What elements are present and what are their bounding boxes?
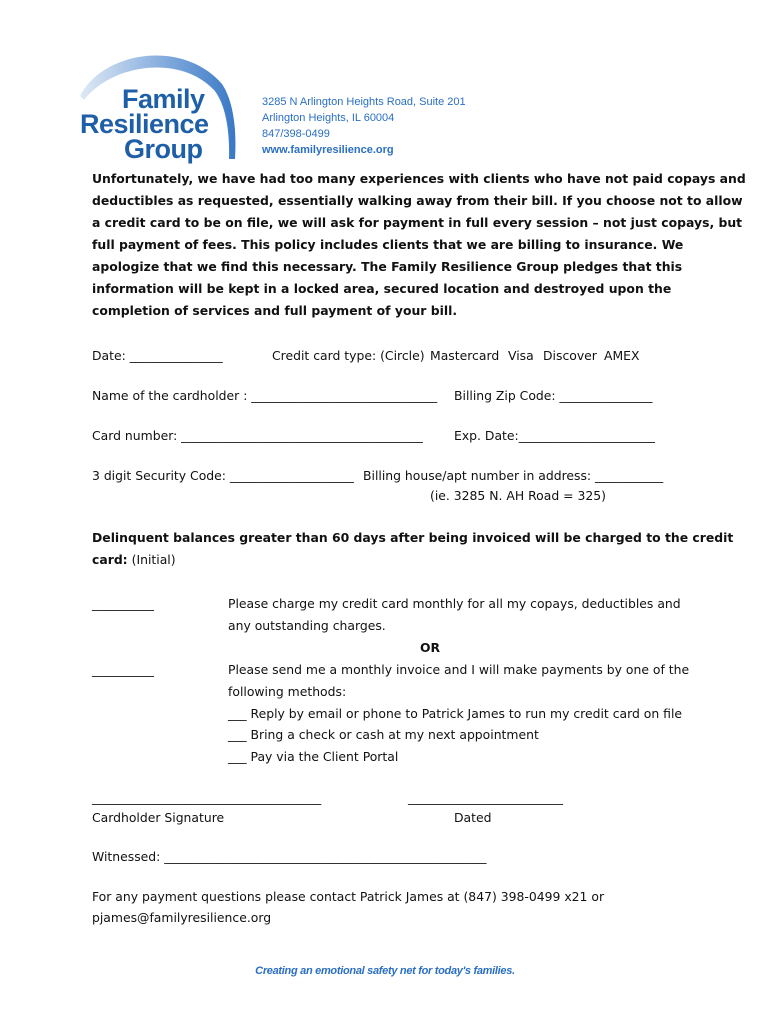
initial-blank-option2[interactable]: __________ [92,662,154,677]
address-street: 3285 N Arlington Heights Road, Suite 201 [262,96,466,108]
initial-label: (Initial) [131,552,176,567]
card-type-label: Credit card type: (Circle) [272,348,425,363]
contact-email: pjames@familyresilience.org [92,910,272,925]
policy-line: deductibles as requested, essentially walking away from their bill. If you choose not to allow [92,193,743,208]
policy-paragraph [92,168,746,322]
billing-house-example: (ie. 3285 N. AH Road = 325) [430,488,606,503]
logo-text-group: Group [124,134,203,164]
or-separator: OR [420,640,441,655]
card-type-discover[interactable]: Discover [543,348,597,363]
card-type-mastercard[interactable]: Mastercard [430,348,500,363]
option2-text: Please send me a monthly invoice and I will make payments by one of the [228,662,690,677]
address-phone: 847/398-0499 [262,128,330,140]
delinquent-card-label: card: [92,552,128,567]
exp-date-field[interactable]: Exp. Date:______________________ [454,428,655,443]
signature-line[interactable]: _____________________________________ [92,790,322,805]
logo-text-family: Family [122,84,205,114]
policy-line: Unfortunately, we have had too many experiences with clients who have not paid copays and [92,171,746,186]
billing-zip-field[interactable]: Billing Zip Code: _______________ [454,388,653,403]
logo-text-resilience: Resilience [80,109,209,139]
option1-text: Please charge my credit card monthly for all my copays, deductibles and [228,596,681,611]
billing-house-field[interactable]: Billing house/apt number in address: ___________ [363,468,664,483]
policy-line: full payment of fees. This policy includes clients that we are billing to insurance. We [92,237,684,252]
initial-blank-option1[interactable]: __________ [92,596,154,611]
card-number-field[interactable]: Card number: _______________________________________ [92,428,423,443]
payment-method-portal[interactable]: ___ Pay via the Client Portal [228,749,399,764]
policy-line: completion of services and full payment of your bill. [92,303,458,318]
witnessed-field[interactable]: Witnessed: ____________________________________________________ [92,849,487,864]
option1-text-cont: any outstanding charges. [228,618,386,633]
date-signed-line[interactable]: _________________________ [408,790,563,805]
option2-text-cont: following methods: [228,684,347,699]
dated-label: Dated [454,810,492,825]
date-field[interactable]: Date: _______________ [92,348,223,363]
footer-tagline: Creating an emotional safety net for today's families. [255,965,515,977]
contact-text: For any payment questions please contact Patrick James at (847) 398-0499 x21 or [92,889,605,904]
payment-method-email[interactable]: ___ Reply by email or phone to Patrick James to run my credit card on file [228,706,683,721]
payment-method-check[interactable]: ___ Bring a check or cash at my next appointment [228,727,539,742]
policy-line: apologize that we find this necessary. The Family Resilience Group pledges that this [92,259,683,274]
signature-label: Cardholder Signature [92,810,225,825]
delinquent-heading: Delinquent balances greater than 60 days after being invoiced will be charged to the credit [92,530,734,545]
card-type-visa[interactable]: Visa [508,348,534,363]
card-type-amex[interactable]: AMEX [604,348,640,363]
cardholder-name-field[interactable]: Name of the cardholder : ______________________________ [92,388,438,403]
policy-line: information will be kept in a locked area, secured location and destroyed upon the [92,281,672,296]
address-city: Arlington Heights, IL 60004 [262,112,395,124]
delinquent-heading-line2 [92,552,176,567]
address-website: www.familyresilience.org [262,144,394,156]
security-code-field[interactable]: 3 digit Security Code: ____________________ [92,468,354,483]
policy-line: a credit card to be on file, we will ask for payment in full every session – not just copays, but [92,215,743,230]
